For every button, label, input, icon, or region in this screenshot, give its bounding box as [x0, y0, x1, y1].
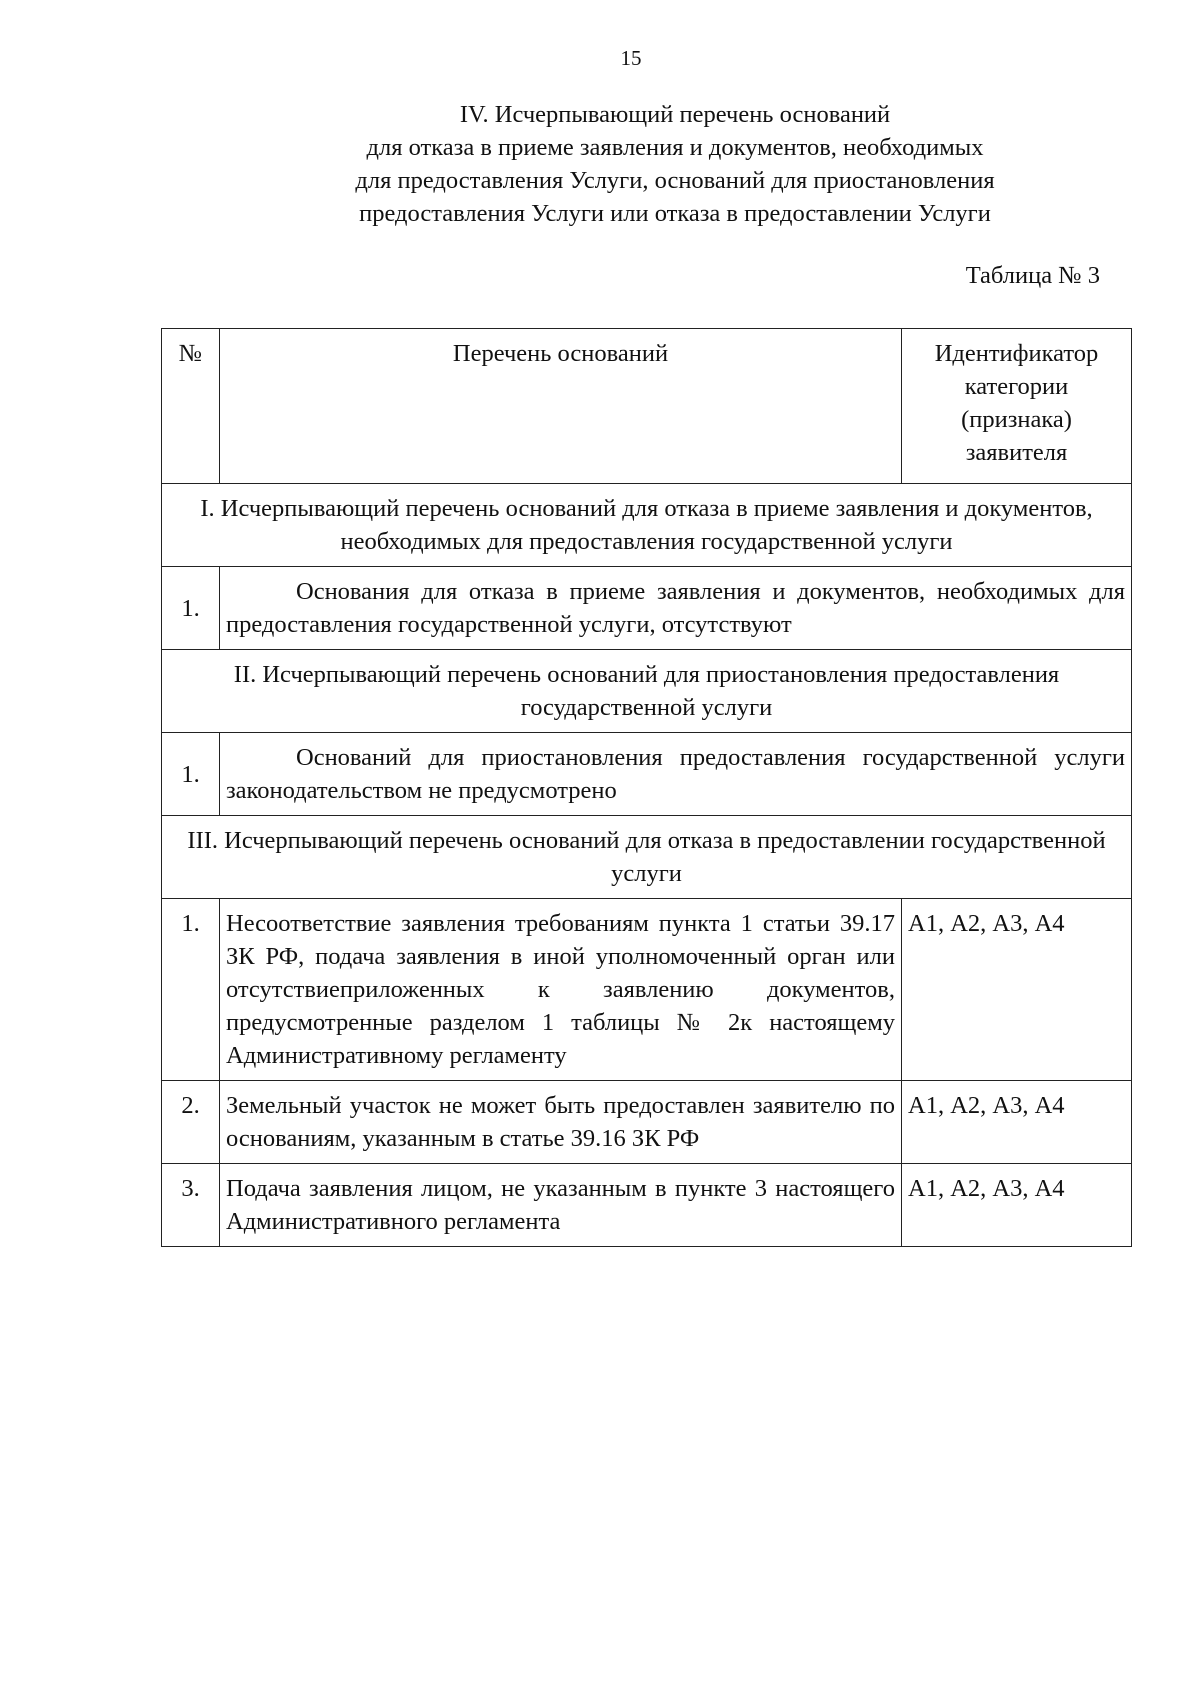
table-row — [162, 733, 1132, 816]
table-header-row — [162, 329, 1132, 484]
row-number: 2. — [162, 1081, 220, 1164]
row-number: 1. — [162, 899, 220, 1081]
row-text: Подача заявления лицом, не указанным в пункте 3 настоящего Административного регламента — [220, 1164, 902, 1247]
section-title: I. Исчерпывающий перечень оснований для отказа в приеме заявления и документов, необходимых для предоставления государственной услуги — [162, 484, 1132, 567]
row-text: Основания для отказа в приеме заявления и документов, необходимых для предоставления государственной услуги, отсутствуют — [220, 567, 1132, 650]
grounds-table — [161, 328, 1132, 1247]
heading-line: IV. Исчерпывающий перечень оснований — [459, 101, 891, 128]
heading-line: для отказа в приеме заявления и документов, необходимых — [366, 134, 984, 161]
section-heading — [240, 98, 1110, 230]
section-title: III. Исчерпывающий перечень оснований для отказа в предоставлении государственной услуги — [162, 816, 1132, 899]
row-number: 1. — [162, 567, 220, 650]
row-applicant-id: А1, А2, А3, А4 — [902, 1164, 1132, 1247]
table-row — [162, 1164, 1132, 1247]
table-row — [162, 899, 1132, 1081]
section-title-row — [162, 484, 1132, 567]
heading-line: предоставления Услуги или отказа в предоставлении Услуги — [359, 200, 991, 227]
row-number: 3. — [162, 1164, 220, 1247]
table-caption: Таблица № 3 — [965, 262, 1100, 289]
heading-line: для предоставления Услуги, оснований для приостановления — [355, 167, 995, 194]
section-title-row — [162, 650, 1132, 733]
header-grounds-list: Перечень оснований — [220, 329, 902, 484]
section-title: II. Исчерпывающий перечень оснований для приостановления предоставления государственной услуги — [162, 650, 1132, 733]
row-text: Несоответствие заявления требованиям пункта 1 статьи 39.17 ЗК РФ, подача заявления в иной уполномоченный орган или отсутствиеприложенных к заявлению документов, предусмотренные разделом 1 таблицы № 2к настоящему Административному регламенту — [220, 899, 902, 1081]
header-number: № — [162, 329, 220, 484]
table-row — [162, 1081, 1132, 1164]
page-number: 15 — [620, 46, 642, 70]
header-applicant-id: Идентификатор категории (признака) заявителя — [902, 329, 1132, 484]
section-title-row — [162, 816, 1132, 899]
row-applicant-id: А1, А2, А3, А4 — [902, 899, 1132, 1081]
row-number: 1. — [162, 733, 220, 816]
row-text: Земельный участок не может быть предоставлен заявителю по основаниям, указанным в статье 39.16 ЗК РФ — [220, 1081, 902, 1164]
row-applicant-id: А1, А2, А3, А4 — [902, 1081, 1132, 1164]
row-text: Оснований для приостановления предоставления государственной услуги законодательством не предусмотрено — [220, 733, 1132, 816]
table-row — [162, 567, 1132, 650]
